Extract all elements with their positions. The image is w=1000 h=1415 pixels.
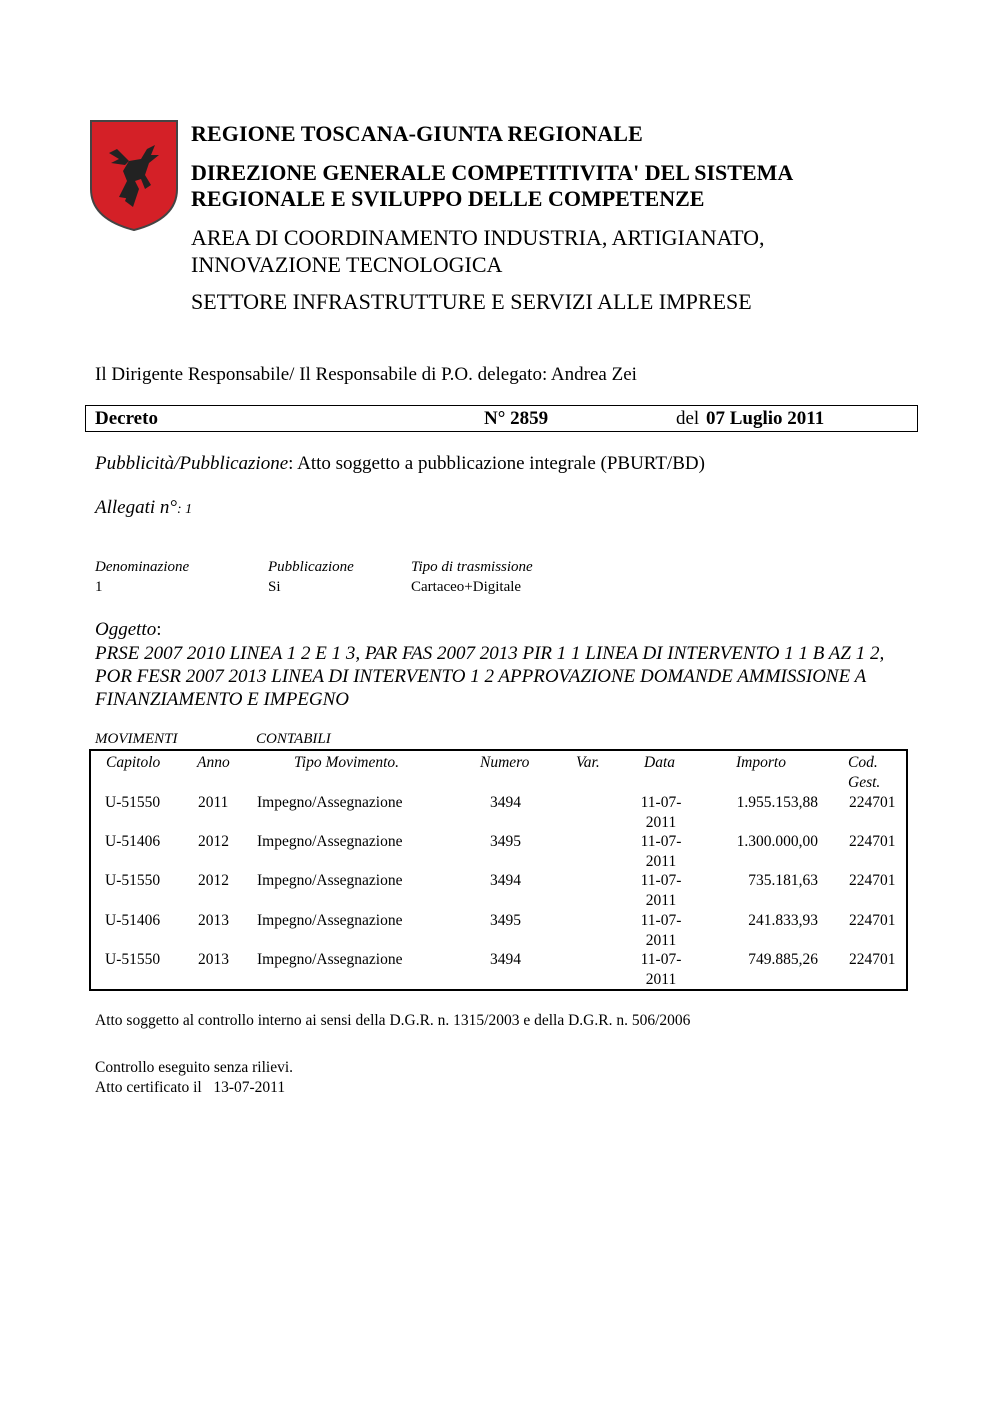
dirigente-line: Il Dirigente Responsabile/ Il Responsabile di P.O. delegato: Andrea Zei — [95, 364, 637, 385]
table-cell-tipo: Impegno/Assegnazione — [257, 872, 403, 889]
allegati-label: Allegati n° — [95, 497, 178, 518]
table-cell-anno: 2012 — [198, 872, 229, 889]
header-area: AREA DI COORDINAMENTO INDUSTRIA, ARTIGIANATO, INNOVAZIONE TECNOLOGICA — [191, 225, 765, 277]
table-cell-capitolo: U-51406 — [105, 833, 161, 850]
allegati-line — [95, 497, 192, 519]
oggetto-label-line: Oggetto: — [95, 619, 162, 640]
table-cell-capitolo: U-51550 — [105, 951, 161, 968]
table-cell-cod: 224701 — [849, 951, 896, 968]
pubblicazione-line — [95, 453, 705, 475]
table-cell-numero: 3495 — [490, 833, 521, 850]
table-cell-data: 11-07- 2011 — [640, 872, 682, 909]
table-cell-cod: 224701 — [849, 912, 896, 929]
att-value-pubblicazione: Si — [268, 579, 281, 595]
att-value-denominazione: 1 — [95, 579, 103, 595]
col-header-capitolo: Capitolo — [106, 754, 161, 771]
movimenti-table — [89, 749, 908, 991]
table-cell-anno: 2011 — [198, 794, 229, 811]
table-cell-data: 11-07- 2011 — [640, 912, 682, 949]
controllo-note: Atto soggetto al controllo interno ai sensi della D.G.R. n. 1315/2003 e della D.G.R. n. 506/2006 — [95, 1012, 691, 1029]
decreto-box — [85, 405, 918, 432]
table-cell-tipo: Impegno/Assegnazione — [257, 833, 403, 850]
oggetto-text: PRSE 2007 2010 LINEA 1 2 E 1 3, PAR FAS 2007 2013 PIR 1 1 LINEA DI INTERVENTO 1 1 B AZ 1 2, POR FESR 2007 2013 LINEA DI INTERVENTO 1 2 APPROVAZIONE DOMANDE AMMISSIONE A FINANZIAMENTO E IMPEGNO — [95, 643, 885, 710]
table-cell-tipo: Impegno/Assegnazione — [257, 794, 403, 811]
table-cell-cod: 224701 — [849, 872, 896, 889]
controllo-eseguito: Controllo eseguito senza rilievi. — [95, 1059, 294, 1076]
table-cell-capitolo: U-51406 — [105, 912, 161, 929]
decreto-data: 07 Luglio 2011 — [706, 408, 825, 429]
table-cell-tipo: Impegno/Assegnazione — [257, 912, 403, 929]
table-cell-anno: 2013 — [198, 912, 229, 929]
allegati-value: : 1 — [177, 502, 193, 517]
table-cell-data: 11-07- 2011 — [640, 833, 682, 870]
oggetto-label: Oggetto — [95, 619, 157, 640]
header-settore: SETTORE INFRASTRUTTURE E SERVIZI ALLE IMPRESE — [191, 289, 752, 314]
att-header-pubblicazione: Pubblicazione — [268, 559, 354, 575]
pubblicazione-text: : Atto soggetto a pubblicazione integrale (PBURT/BD) — [288, 453, 705, 474]
certificazione-block — [95, 1058, 293, 1098]
col-header-var: Var. — [576, 754, 600, 771]
table-cell-anno: 2013 — [198, 951, 229, 968]
table-cell-capitolo: U-51550 — [105, 794, 161, 811]
table-cell-cod: 224701 — [849, 833, 896, 850]
table-cell-numero: 3494 — [490, 794, 521, 811]
table-cell-cod: 224701 — [849, 794, 896, 811]
col-header-tipo: Tipo Movimento. — [294, 754, 400, 771]
atto-certificato: Atto certificato il 13-07-2011 — [95, 1079, 286, 1096]
table-cell-importo: 241.833,93 — [748, 912, 818, 929]
att-header-denominazione: Denominazione — [95, 559, 190, 575]
col-header-numero: Numero — [480, 754, 530, 771]
table-cell-importo: 1.300.000,00 — [736, 833, 818, 850]
col-header-importo: Importo — [736, 754, 786, 771]
header-direzione: DIREZIONE GENERALE COMPETITIVITA' DEL SISTEMA REGIONALE E SVILUPPO DELLE COMPETENZE — [191, 160, 794, 211]
contabili-label: CONTABILI — [256, 731, 331, 747]
pegasus-shield-icon — [89, 119, 179, 232]
table-cell-importo: 749.885,26 — [748, 951, 818, 968]
table-cell-tipo: Impegno/Assegnazione — [257, 951, 403, 968]
table-cell-numero: 3495 — [490, 912, 521, 929]
decreto-label: Decreto — [95, 408, 158, 429]
col-header-data: Data — [644, 754, 675, 771]
col-header-anno: Anno — [197, 754, 230, 771]
table-cell-importo: 735.181,63 — [748, 872, 818, 889]
table-cell-data: 11-07- 2011 — [640, 951, 682, 988]
table-cell-importo: 1.955.153,88 — [736, 794, 818, 811]
att-value-tipo: Cartaceo+Digitale — [411, 579, 522, 595]
col-header-cod: Cod. Gest. — [848, 754, 881, 791]
table-cell-numero: 3494 — [490, 872, 521, 889]
decreto-numero: N° 2859 — [484, 408, 549, 429]
regione-toscana-logo — [89, 119, 179, 232]
att-header-tipo: Tipo di trasmissione — [411, 559, 533, 575]
header-region: REGIONE TOSCANA-GIUNTA REGIONALE — [191, 121, 643, 146]
movimenti-label: MOVIMENTI — [95, 731, 178, 747]
decreto-del: del — [676, 408, 700, 429]
table-cell-numero: 3494 — [490, 951, 521, 968]
pubblicazione-label: Pubblicità/Pubblicazione — [95, 453, 289, 474]
table-cell-capitolo: U-51550 — [105, 872, 161, 889]
table-cell-anno: 2012 — [198, 833, 229, 850]
table-cell-data: 11-07- 2011 — [640, 794, 682, 831]
